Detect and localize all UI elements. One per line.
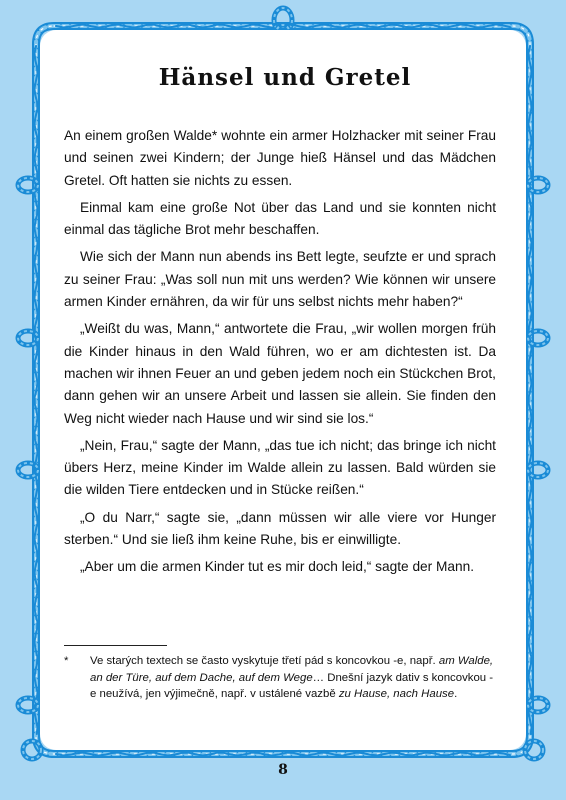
footnote-text-part: Ve starých textech se často vyskytuje třetí pád s koncovkou -e, např. — [90, 655, 439, 667]
paragraph: Einmal kam eine große Not über das Land und sie konnten nicht einmal das tägliche Brot mehr beschaffen. — [64, 199, 496, 238]
paragraph: „Nein, Frau,“ sagte der Mann, „das tue ich nicht; das bringe ich nicht übers Herz, meine Kinder im Walde allein zu lassen. Bald würden sie die wilden Tiere entdecken und in Stücke reißen.“ — [64, 437, 496, 498]
page-title: Hänsel und Gretel — [158, 64, 412, 91]
paragraph: „O du Narr,“ sagte sie, „dann müssen wir alle viere vor Hunger sterben.“ Und sie ließ ihm keine Ruhe, bis er einwilligte. — [64, 509, 496, 548]
footnote — [64, 653, 496, 703]
paragraph: An einem großen Walde* wohnte ein armer Holzhacker mit seiner Frau und seinen zwei Kindern; der Junge hieß Hänsel und das Mädchen Gretel. Oft hatten sie nichts zu essen. — [64, 128, 496, 188]
story-text — [64, 60, 496, 584]
footnote-text-part: … Dnešní jazyk dativ s koncovkou -e neužívá, jen výjimečně, např. v ustálené vazbě — [90, 671, 494, 700]
footnote-text — [90, 653, 496, 703]
footnote-text-part: . — [454, 688, 458, 700]
paragraph: „Weißt du was, Mann,“ antwortete die Frau, „wir wollen morgen früh die Kinder hinaus in den Wald führen, wo er am dichtesten ist. Da machen wir ihnen Feuer an und geben jedem noch ein Stückchen Brot, dann gehen wir an unsere Arbeit und lassen sie allein. Sie finden den Weg nicht wieder nach Hause und wir sind sie los.“ — [64, 321, 496, 426]
footnote-italic-examples: am Walde, an der Türe, auf dem Dache, auf dem Wege — [90, 655, 494, 684]
footnote-mark: * — [64, 655, 69, 667]
footnote-divider — [64, 645, 167, 646]
paragraph: Wie sich der Mann nun abends ins Bett legte, seufzte er und sprach zu seiner Frau: „Was soll nun mit uns werden? Wie können wir unsere armen Kinder ernähren, da wir für uns selbst nichts mehr haben?“ — [64, 249, 496, 310]
page-number: 8 — [278, 762, 288, 778]
paragraph: „Aber um die armen Kinder tut es mir doch leid,“ sagte der Mann. — [80, 559, 475, 575]
footnote-italic-examples: zu Hause, nach Hause — [338, 688, 455, 700]
